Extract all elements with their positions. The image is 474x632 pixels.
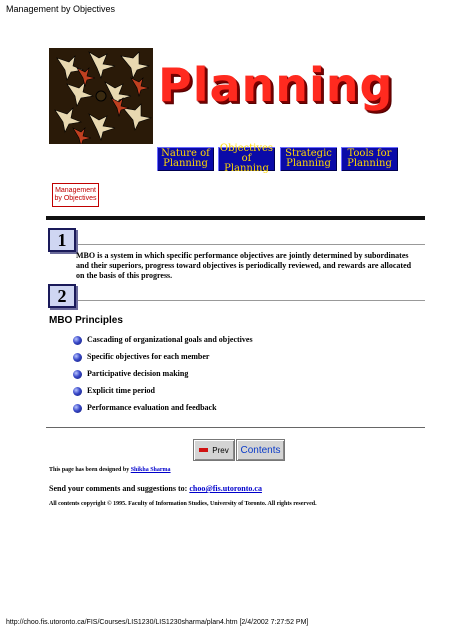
prev-arrow-icon [199, 448, 208, 452]
principles-title: MBO Principles [49, 315, 123, 326]
divider [46, 427, 425, 428]
page-url-footer: http://choo.fis.utoronto.ca/FIS/Courses/LIS1230/LIS1230sharma/plan4.htm [2/4/2002 7:27:52 PM] [6, 619, 309, 626]
step-number-1: 1 [48, 228, 76, 252]
principle-item: Cascading of organizational goals and objectives [87, 335, 253, 344]
nav-label-line2: of Planning [224, 153, 269, 174]
designer-prefix: This page has been designed by [49, 467, 130, 473]
nav-label-line1: Strategic [285, 148, 332, 159]
step-number-2: 2 [48, 284, 76, 308]
bullet-icon [73, 370, 82, 379]
nav-label-line1: Tools for [347, 148, 392, 159]
nav-label-line1: Nature of [161, 148, 210, 159]
bullet-icon [73, 353, 82, 362]
bullet-icon [73, 404, 82, 413]
nav-tools-for-planning[interactable] [341, 147, 398, 171]
principle-item: Performance evaluation and feedback [87, 403, 217, 412]
bullet-icon [73, 336, 82, 345]
prev-button[interactable] [193, 439, 235, 461]
nav-label-line2: Planning [347, 158, 392, 169]
prev-label: Prev [212, 445, 229, 455]
badge-line2: by Objectives [54, 195, 97, 202]
comments-prefix: Send your comments and suggestions to: [49, 484, 188, 493]
bullet-icon [73, 387, 82, 396]
page-banner-title: Planning [158, 58, 394, 112]
badge-line1: Management [55, 187, 96, 194]
email-link[interactable]: choo@fis.utoronto.ca [189, 484, 262, 493]
nav-label-line1: Objectives [219, 143, 274, 154]
nav-nature-of-planning[interactable] [157, 147, 214, 171]
principle-item: Explicit time period [87, 386, 155, 395]
nav-label-line2: Planning [286, 158, 331, 169]
divider [46, 216, 425, 220]
designer-link[interactable]: Shikha Sharma [130, 467, 171, 473]
contents-button[interactable]: Contents [236, 439, 285, 461]
step-rule [78, 244, 425, 245]
escher-birds-image [49, 48, 153, 144]
mbo-definition: MBO is a system in which specific performance objectives are jointly determined by subordinates and their superiors, progress toward objectives is periodically reviewed, and rewards are allocated on the basis of this progress. [76, 251, 412, 280]
window-title: Management by Objectives [6, 4, 116, 14]
comments-line [49, 484, 262, 493]
copyright-text: All contents copyright © 1995. Faculty of Information Studies, University of Toronto. All rights reserved. [49, 501, 317, 507]
nav-label-line2: Planning [163, 158, 208, 169]
principle-item: Specific objectives for each member [87, 352, 210, 361]
designer-credit [49, 467, 171, 473]
nav-strategic-planning[interactable] [280, 147, 337, 171]
principle-item: Participative decision making [87, 369, 189, 378]
nav-objectives-of-planning[interactable] [218, 143, 275, 174]
section-badge [52, 183, 99, 207]
step-rule [78, 300, 425, 301]
